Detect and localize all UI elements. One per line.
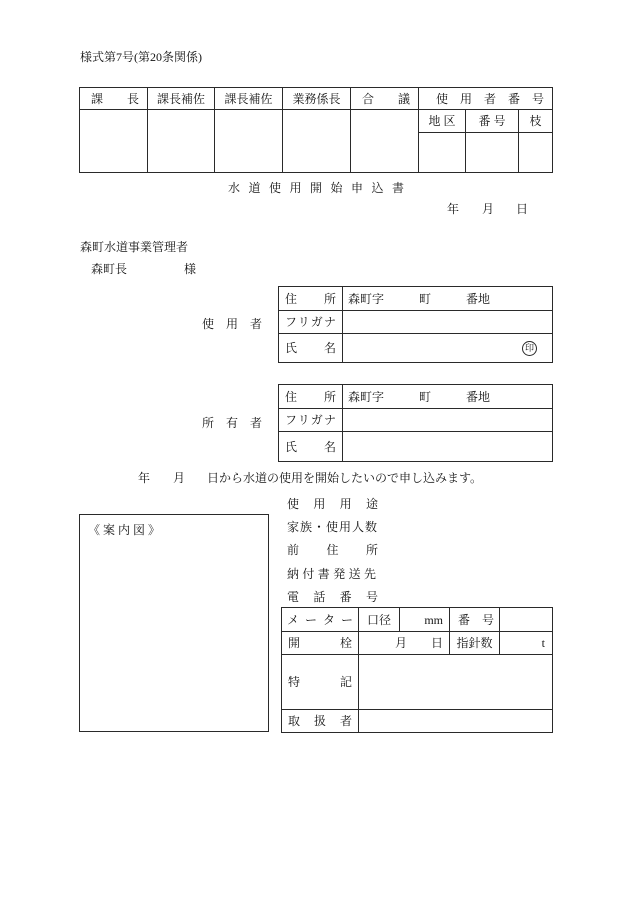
remarks-label: 特 記 — [288, 675, 352, 689]
header-user-number — [419, 88, 553, 110]
user-number-number-field — [466, 133, 519, 173]
statement-year: 年 — [138, 471, 151, 485]
meter-number-field — [500, 608, 553, 632]
owner-address-label-cell — [279, 385, 343, 409]
user-number-branch-label: 枝 — [519, 110, 553, 133]
meter-table — [281, 607, 553, 733]
user-name-label: 氏 名 — [285, 341, 336, 355]
addressee-honorific: 様 — [184, 262, 197, 276]
handler-label-cell — [282, 710, 359, 733]
meter-label: メ ー タ ー — [287, 612, 353, 627]
date-year: 年 — [447, 202, 460, 216]
address-prefix: 森町字 — [348, 291, 385, 306]
header-assistant-chief-2: 課長補佐 — [215, 88, 283, 110]
owner-furigana-field — [343, 409, 553, 432]
opening-date: 月 日 — [359, 632, 450, 655]
opening-label: 開 栓 — [288, 636, 352, 650]
statement-text: 日から水道の使用を開始したいので申し込みます。 — [207, 471, 483, 485]
meter-number-label: 番 号 — [458, 612, 495, 627]
header-label: 課 長 — [91, 91, 140, 106]
guide-map-label: 《 案 内 図 》 — [88, 523, 161, 537]
owner-name-label: 氏 名 — [285, 439, 336, 454]
guide-map-box — [79, 514, 269, 732]
user-section-label: 使 用 者 — [202, 317, 263, 331]
addressee-mayor: 森町長 — [91, 262, 128, 276]
owner-table — [278, 384, 553, 462]
meter-reading-unit: t — [500, 632, 553, 655]
header-label: 合 議 — [362, 91, 411, 106]
header-consultation — [351, 88, 419, 110]
user-furigana-label: フリガナ — [285, 315, 336, 329]
stamp-box-assistant-chief-2 — [215, 110, 283, 173]
owner-furigana-label: フリガナ — [285, 413, 336, 427]
seal-icon: 印 — [522, 341, 537, 356]
header-label: 使 用 者 番 号 — [436, 91, 545, 106]
owner-furigana-label-cell — [279, 409, 343, 432]
form-number: 様式第7号(第20条関係) — [80, 50, 202, 64]
detail-household-count: 家族・使用人数 — [287, 520, 379, 534]
detail-invoice-destination: 納付書発送先 — [287, 567, 380, 581]
stamp-box-section-chief — [80, 110, 148, 173]
stamp-box-consultation — [351, 110, 419, 173]
user-furigana-label-cell — [279, 311, 343, 334]
user-name-field — [343, 334, 553, 363]
header-assistant-chief-1: 課長補佐 — [148, 88, 215, 110]
addressee-organization: 森町水道事業管理者 — [80, 240, 189, 254]
owner-name-label-cell — [279, 432, 343, 462]
user-address-label-cell — [279, 287, 343, 311]
address-prefix: 森町字 — [348, 389, 385, 404]
user-address-field — [343, 287, 553, 311]
detail-usage-purpose: 使 用 用 途 — [287, 497, 378, 511]
opening-label-cell — [282, 632, 359, 655]
owner-name-field — [343, 432, 553, 462]
header-section-chief — [80, 88, 148, 110]
user-number-branch-field — [519, 133, 553, 173]
meter-label-cell — [282, 608, 359, 632]
address-lot: 番地 — [466, 291, 491, 306]
user-number-number-label: 番 号 — [466, 110, 519, 133]
owner-section-label: 所 有 者 — [202, 416, 263, 430]
owner-address-field — [343, 385, 553, 409]
address-town: 町 — [419, 291, 432, 306]
stamp-box-operations-chief — [283, 110, 351, 173]
statement-month: 月 — [173, 471, 186, 485]
handler-label: 取 扱 者 — [288, 714, 352, 728]
user-number-district-label: 地 区 — [419, 110, 466, 133]
owner-address-label: 住 所 — [285, 389, 336, 404]
date-month: 月 — [482, 202, 495, 216]
meter-diameter-label: 口径 — [359, 608, 400, 632]
handler-field — [359, 710, 553, 733]
detail-phone-number: 電 話 番 号 — [287, 590, 378, 604]
date-day: 日 — [516, 202, 529, 216]
stamp-box-assistant-chief-1 — [148, 110, 215, 173]
meter-number-label-cell — [450, 608, 500, 632]
address-lot: 番地 — [466, 389, 491, 404]
meter-diameter-unit: mm — [400, 608, 450, 632]
user-table — [278, 286, 553, 363]
detail-previous-address: 前 住 所 — [287, 543, 378, 557]
remarks-field — [359, 655, 553, 710]
user-furigana-field — [343, 311, 553, 334]
form-title: 水 道 使 用 開 始 申 込 書 — [228, 181, 404, 195]
remarks-label-cell — [282, 655, 359, 710]
header-operations-chief: 業務係長 — [283, 88, 351, 110]
user-number-district-field — [419, 133, 466, 173]
user-address-label: 住 所 — [285, 291, 336, 306]
user-name-label-cell — [279, 334, 343, 363]
approval-table — [79, 87, 553, 173]
meter-reading-label: 指針数 — [450, 632, 500, 655]
address-town: 町 — [419, 389, 432, 404]
